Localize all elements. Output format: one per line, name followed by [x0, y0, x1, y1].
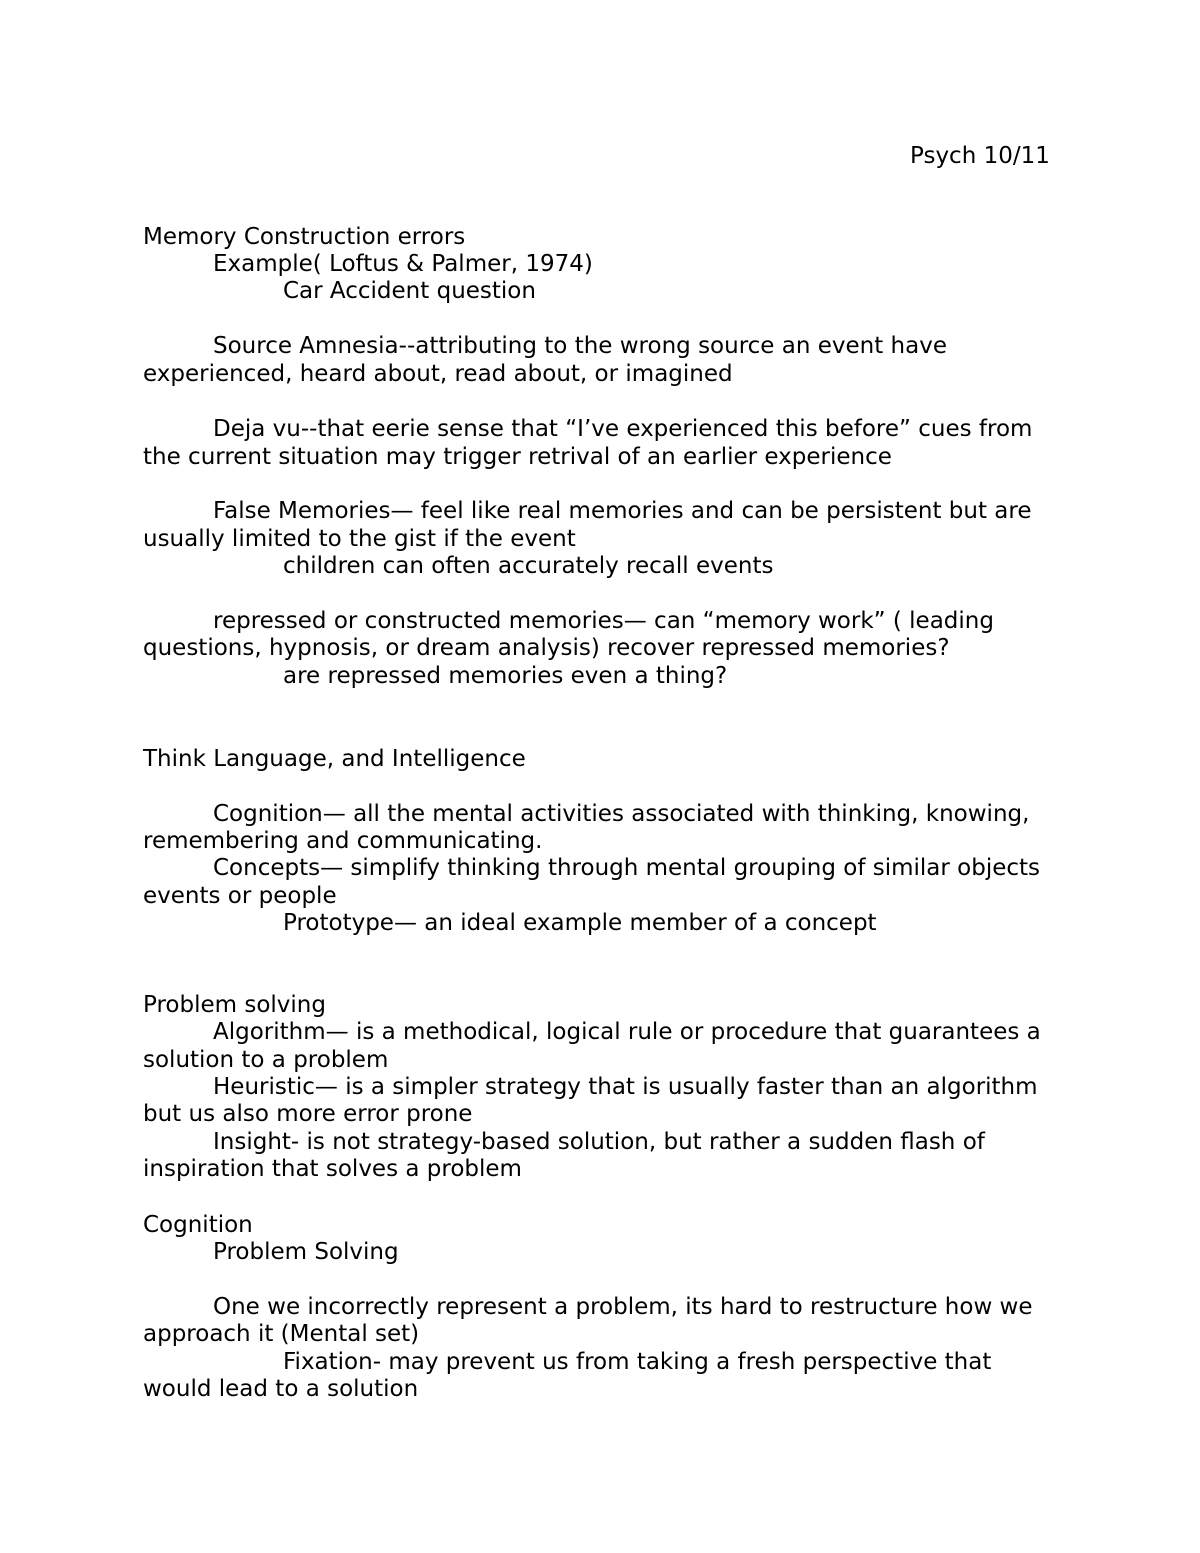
algorithm-line-1: Algorithm— is a methodical, logical rule or procedure that guarantees a: [213, 1019, 1041, 1045]
section-heading-problem-solving: Problem solving: [143, 992, 326, 1018]
cognition-subheading: Problem Solving: [213, 1239, 399, 1265]
memory-car-question: Car Accident question: [283, 278, 536, 304]
fixation-line-2: would lead to a solution: [143, 1376, 419, 1402]
prototype: Prototype— an ideal example member of a concept: [283, 910, 877, 936]
source-amnesia-line-2: experienced, heard about, read about, or imagined: [143, 361, 733, 387]
children-recall: children can often accurately recall events: [283, 553, 774, 579]
fixation-line-1: Fixation- may prevent us from taking a fresh perspective that: [283, 1349, 992, 1375]
section-heading-thinking: Think Language, and Intelligence: [143, 746, 526, 772]
false-memories-line-2: usually limited to the gist if the event: [143, 526, 576, 552]
repressed-line-2: questions, hypnosis, or dream analysis) recover repressed memories?: [143, 635, 950, 661]
insight-line-2: inspiration that solves a problem: [143, 1156, 522, 1182]
mental-set-line-1: One we incorrectly represent a problem, its hard to restructure how we: [213, 1294, 1033, 1320]
mental-set-line-2: approach it (Mental set): [143, 1321, 420, 1347]
repressed-question: are repressed memories even a thing?: [283, 663, 728, 689]
deja-vu-line-2: the current situation may trigger retrival of an earlier experience: [143, 444, 892, 470]
repressed-line-1: repressed or constructed memories— can “memory work” ( leading: [213, 608, 994, 634]
concepts-line-2: events or people: [143, 883, 337, 909]
insight-line-1: Insight- is not strategy-based solution, but rather a sudden flash of: [213, 1129, 985, 1155]
source-amnesia-line-1: Source Amnesia--attributing to the wrong source an event have: [213, 333, 947, 359]
section-heading-cognition: Cognition: [143, 1212, 253, 1238]
deja-vu-line-1: Deja vu--that eerie sense that “I’ve experienced this before” cues from: [213, 416, 1033, 442]
concepts-line-1: Concepts— simplify thinking through mental grouping of similar objects: [213, 855, 1041, 881]
section-heading-memory: Memory Construction errors: [143, 224, 466, 250]
false-memories-line-1: False Memories— feel like real memories and can be persistent but are: [213, 498, 1032, 524]
algorithm-line-2: solution to a problem: [143, 1047, 389, 1073]
cognition-line-1: Cognition— all the mental activities associated with thinking, knowing,: [213, 801, 1030, 827]
heuristic-line-1: Heuristic— is a simpler strategy that is usually faster than an algorithm: [213, 1074, 1038, 1100]
memory-example: Example( Loftus & Palmer, 1974): [213, 251, 593, 277]
cognition-line-2: remembering and communicating.: [143, 828, 543, 854]
page-title: Psych 10/11: [910, 143, 1050, 169]
heuristic-line-2: but us also more error prone: [143, 1101, 473, 1127]
